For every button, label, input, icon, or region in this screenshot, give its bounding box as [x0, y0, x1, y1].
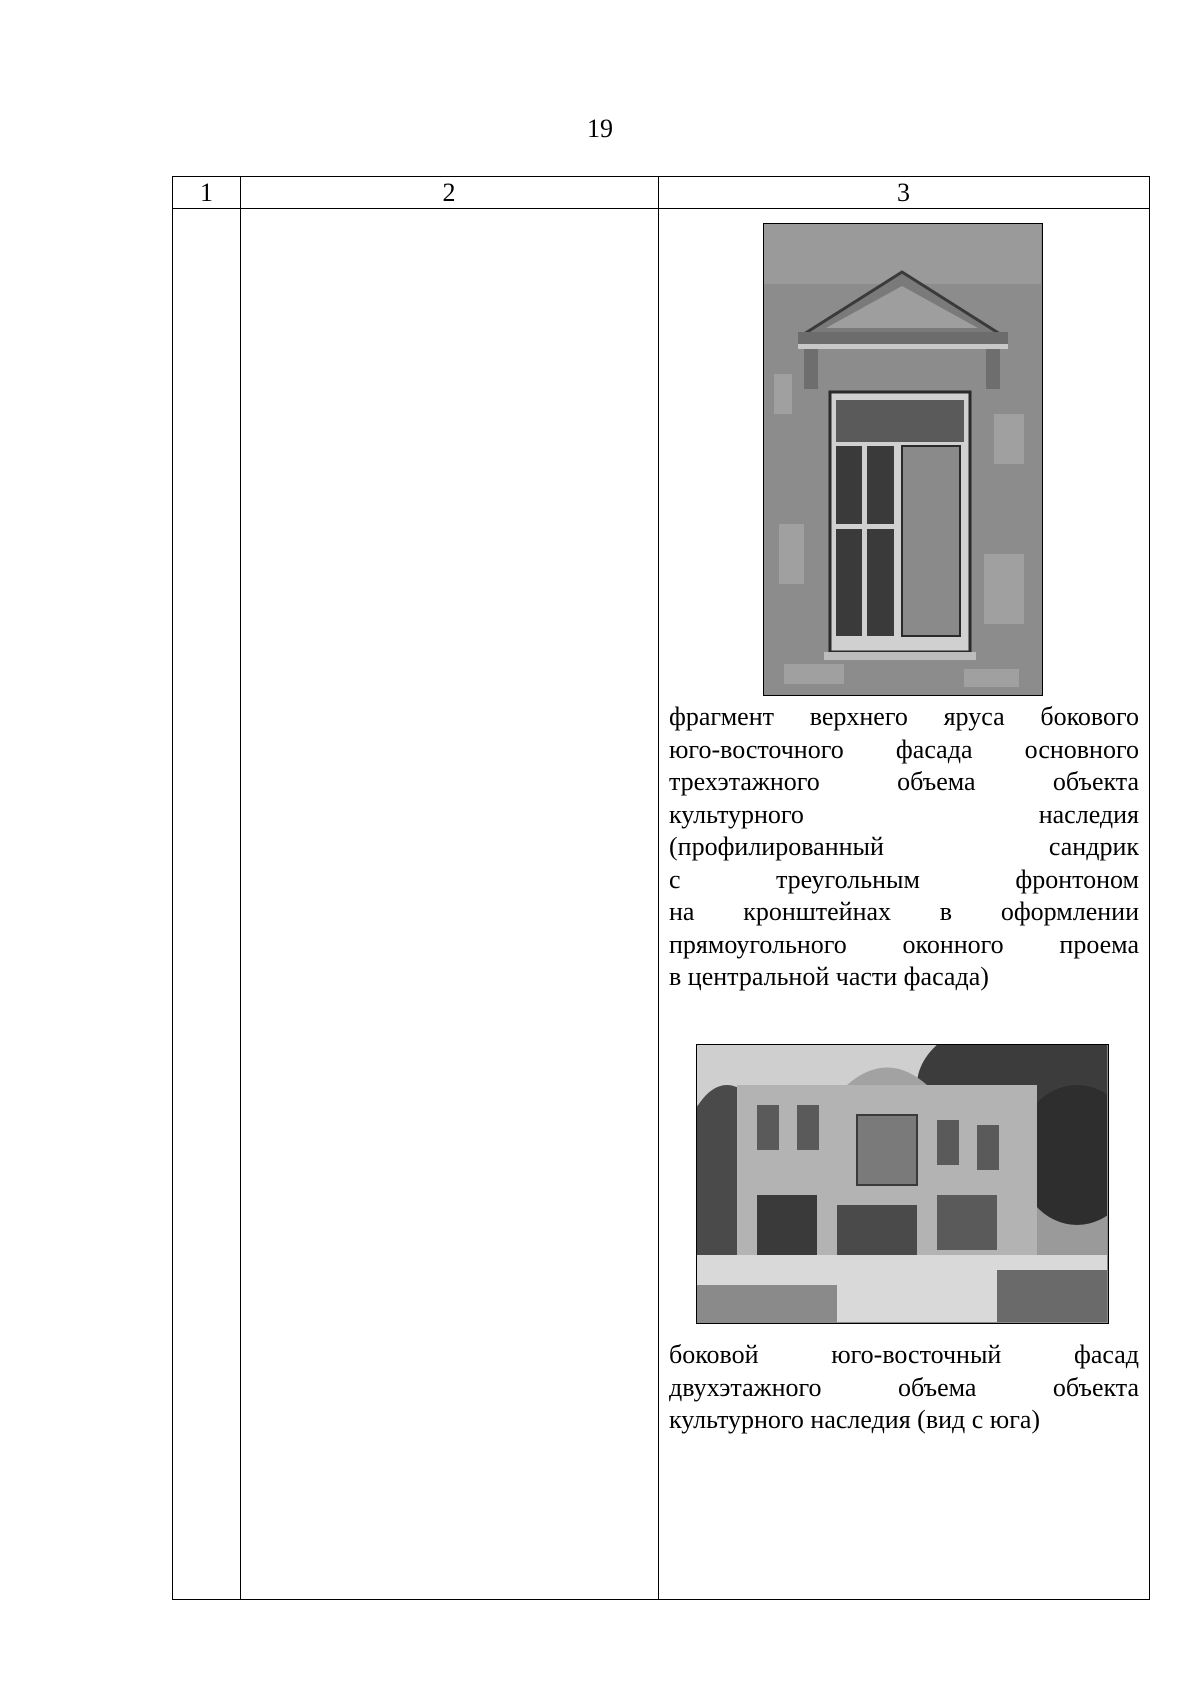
- caption-line: культурного наследия (вид с юга): [669, 1405, 1041, 1434]
- header-col-1: 1: [200, 178, 213, 207]
- photo1-caption: [669, 701, 1139, 994]
- page-number: 19: [587, 114, 613, 143]
- photo2-caption: [669, 1339, 1139, 1437]
- header-divider: [173, 208, 1149, 209]
- caption-line: трехэтажного объема объекта: [669, 767, 1139, 796]
- caption-line: культурного наследия: [669, 799, 1139, 829]
- caption-line: двухэтажного объема объекта: [669, 1372, 1139, 1402]
- window-pediment-photo: [763, 223, 1043, 696]
- caption-line: (профилированный сандрик: [669, 832, 1139, 861]
- caption-line: на кронштейнах в оформлении: [669, 897, 1139, 926]
- caption-line: боковой юго-восточный фасад: [669, 1340, 1139, 1369]
- column-divider: [658, 177, 659, 1599]
- building-facade-photo: [696, 1044, 1109, 1324]
- window-pediment-icon: [764, 224, 1041, 694]
- caption-line: в центральной части фасада): [669, 962, 989, 991]
- header-col-2: 2: [442, 178, 456, 207]
- header-col-3: 3: [897, 178, 910, 207]
- caption-line: юго-восточного фасада основного: [669, 734, 1139, 764]
- column-divider: [240, 177, 241, 1599]
- caption-line: фрагмент верхнего яруса бокового: [669, 702, 1139, 731]
- caption-line: прямоугольного оконного проема: [669, 929, 1139, 959]
- document-table: [172, 176, 1150, 1600]
- caption-line: с треугольным фронтоном: [669, 864, 1139, 894]
- building-facade-icon: [697, 1045, 1107, 1322]
